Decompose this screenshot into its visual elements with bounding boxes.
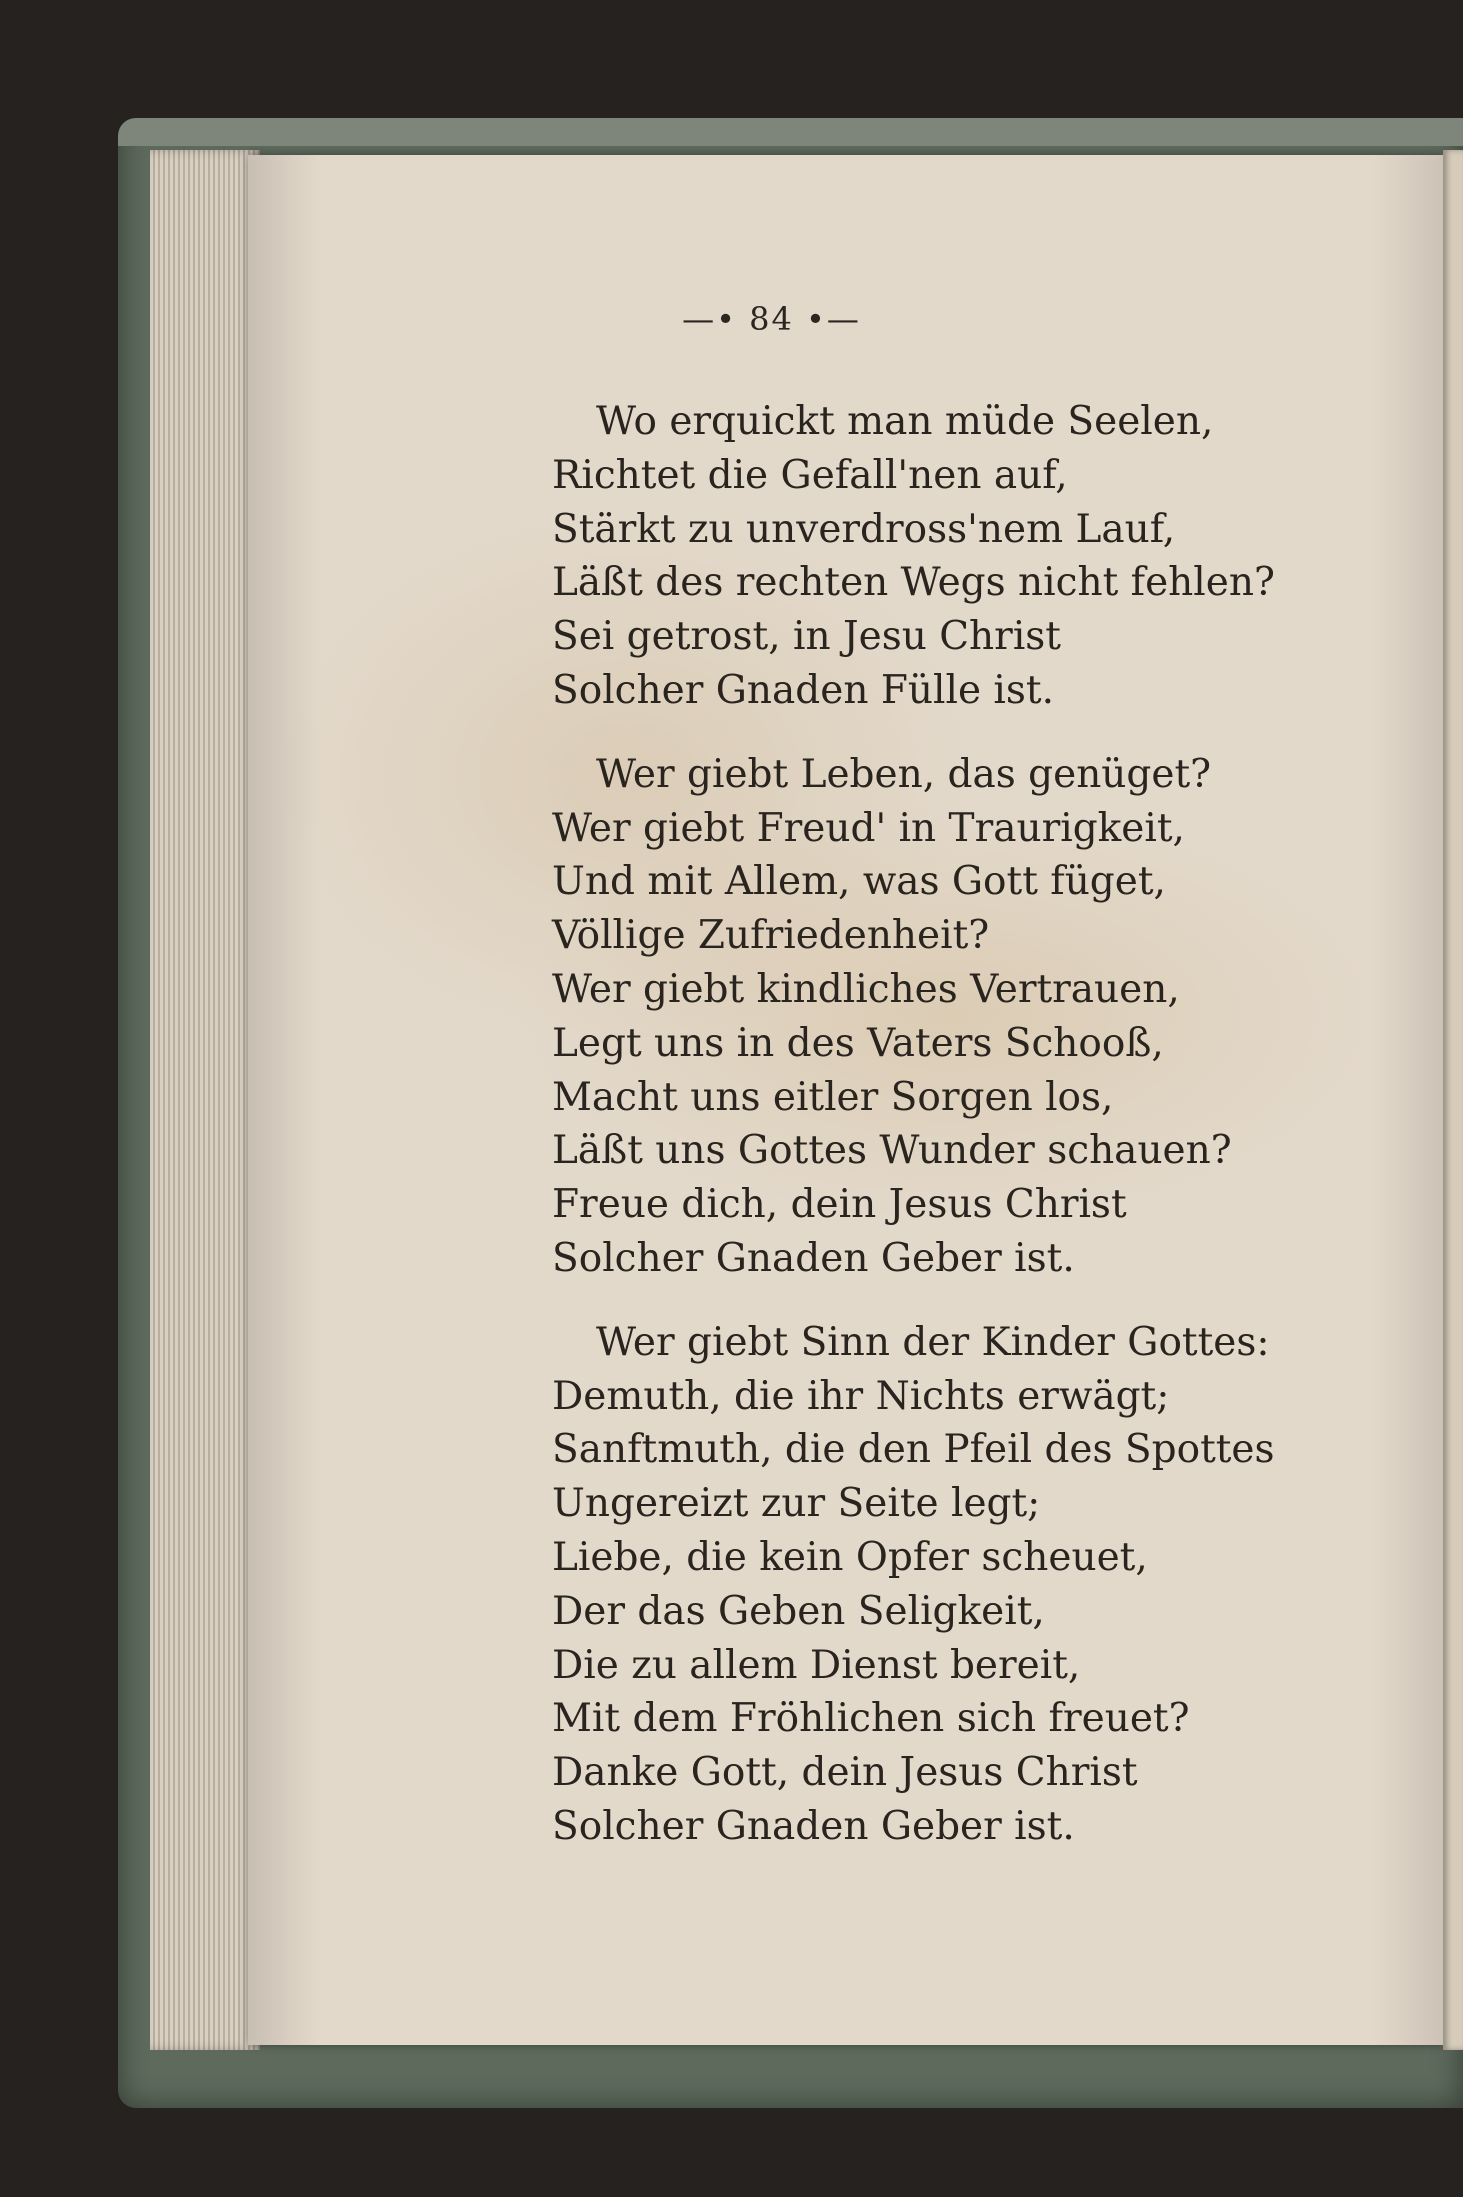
poem-line: Sei getrost, in Jesu Christ <box>552 614 1061 660</box>
poem-line: Stärkt zu unverdross'nem Lauf, <box>552 506 1176 552</box>
poem-line: Solcher Gnaden Geber ist. <box>552 1235 1075 1281</box>
poem-line: Läßt des rechten Wegs nicht fehlen? <box>552 560 1275 606</box>
poem-line: Wo erquickt man müde Seelen, <box>596 399 1214 444</box>
poem-line: Freue dich, dein Jesus Christ <box>552 1182 1127 1228</box>
poem-line: Die zu allem Dienst bereit, <box>552 1642 1081 1688</box>
page-number: —• 84 •— <box>682 300 861 338</box>
page-edges <box>150 150 260 2050</box>
poem-line: Wer giebt Freud' in Traurigkeit, <box>552 805 1185 851</box>
poem-line: Der das Geben Seligkeit, <box>552 1588 1045 1634</box>
poem-line: Danke Gott, dein Jesus Christ <box>552 1750 1138 1796</box>
poem-line: Wer giebt Sinn der Kinder Gottes: <box>596 1319 1270 1365</box>
poem-line: Macht uns eitler Sorgen los, <box>552 1074 1114 1120</box>
poem-line: Mit dem Fröhlichen sich freuet? <box>552 1696 1190 1742</box>
poem-line: Solcher Gnaden Geber ist. <box>552 1803 1075 1849</box>
poem-text <box>552 395 1392 1884</box>
poem-line: Völlige Zufriedenheit? <box>552 913 990 959</box>
poem-line: Richtet die Gefall'nen auf, <box>552 452 1068 498</box>
stanza-1 <box>552 395 1392 718</box>
poem-line: Sanftmuth, die den Pfeil des Spottes <box>552 1427 1275 1473</box>
next-page-edge <box>1443 150 1463 2050</box>
poem-line: Wer giebt Leben, das genüget? <box>596 751 1212 797</box>
poem-line: Solcher Gnaden Fülle ist. <box>552 667 1054 713</box>
stanza-3 <box>552 1316 1392 1854</box>
poem-line: Ungereizt zur Seite legt; <box>552 1481 1041 1527</box>
book-cover-edge <box>118 118 1463 146</box>
poem-line: Liebe, die kein Opfer scheuet, <box>552 1534 1148 1580</box>
poem-line: Und mit Allem, was Gott füget, <box>552 859 1166 905</box>
poem-line: Wer giebt kindliches Vertrauen, <box>552 966 1180 1012</box>
poem-line: Legt uns in des Vaters Schooß, <box>552 1020 1164 1066</box>
poem-line: Läßt uns Gottes Wunder schauen? <box>552 1128 1232 1174</box>
stanza-2 <box>552 748 1392 1286</box>
poem-line: Demuth, die ihr Nichts erwägt; <box>552 1373 1170 1419</box>
